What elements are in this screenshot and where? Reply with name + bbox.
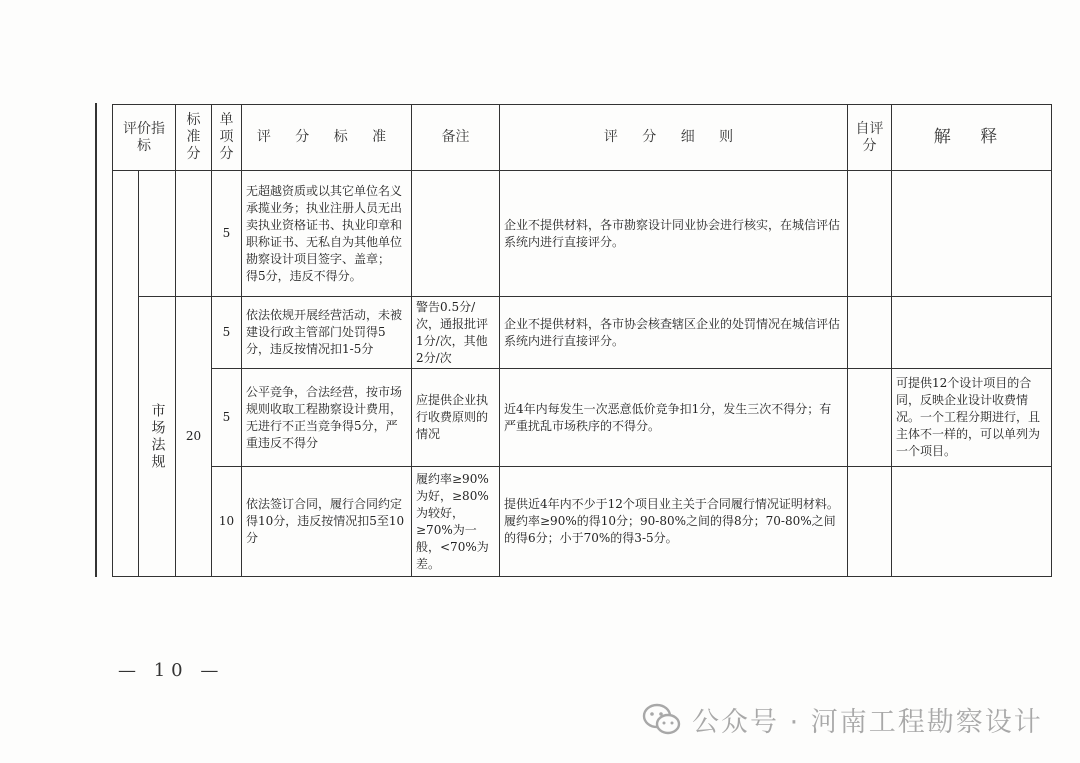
outer-spacer-cell [113,171,139,577]
explanation-text [892,297,1052,369]
spacer-cell [139,171,176,297]
spacer-cell [176,171,212,297]
header-remark: 备注 [412,105,500,171]
table-row [113,467,1052,577]
header-row [113,105,1052,171]
group-indicator: 市场法规 [139,297,176,577]
page-number: — 10 — [118,660,225,681]
rules-text: 企业不提供材料，各市勘察设计同业协会进行核实，在城信评估系统内进行直接评分。 [500,171,848,297]
table-row [113,171,1052,297]
watermark-text: 公众号 · 河南工程勘察设计 [692,707,1043,738]
remark-text: 警告0.5分/次，通报批评1分/次，其他2分/次 [412,297,500,369]
header-self-score: 自评分 [848,105,892,171]
rules-text: 近4年内每发生一次恶意低价竞争扣1分，发生三次不得分；有严重扰乱市场秩序的不得分。 [500,369,848,467]
criteria-text: 依法签订合同，履行合同约定得10分，违反按情况扣5至10分 [242,467,412,577]
item-score: 5 [212,369,242,467]
header-explanation: 解 释 [892,105,1052,171]
explanation-text: 可提供12个设计项目的合同，反映企业设计收费情况。一个工程分期进行，且主体不一样的，可以单列为一个项目。 [892,369,1052,467]
item-score: 5 [212,297,242,369]
header-item-score: 单项分 [212,105,242,171]
remark-text: 应提供企业执行收费原则的情况 [412,369,500,467]
watermark [642,700,1043,739]
table-row [113,369,1052,467]
criteria-text: 无超越资质或以其它单位名义承揽业务；执业注册人员无出卖执业资格证书、执业印章和职称证书、无私自为其他单位勘察设计项目签字、盖章； 得5分，违反不得分。 [242,171,412,297]
self-score-cell [848,171,892,297]
explanation-text [892,467,1052,577]
criteria-text: 依法依规开展经营活动，未被建设行政主管部门处罚得5分，违反按情况扣1-5分 [242,297,412,369]
header-indicator: 评价指标 [113,105,176,171]
self-score-cell [848,369,892,467]
wechat-icon [642,703,682,737]
item-score: 10 [212,467,242,577]
group-standard-score: 20 [176,297,212,577]
item-score: 5 [212,171,242,297]
rules-text: 企业不提供材料，各市协会核查辖区企业的处罚情况在城信评估系统内进行直接评分。 [500,297,848,369]
self-score-cell [848,297,892,369]
explanation-text [892,171,1052,297]
header-criteria: 评 分 标 准 [242,105,412,171]
scoring-table [112,104,1052,577]
header-rules: 评 分 细 则 [500,105,848,171]
remark-text: 履约率≥90%为好，≥80%为较好，≥70%为一般，<70%为差。 [412,467,500,577]
remark-text [412,171,500,297]
self-score-cell [848,467,892,577]
header-standard-score: 标准分 [176,105,212,171]
table-row [113,297,1052,369]
criteria-text: 公平竞争，合法经营，按市场规则收取工程勘察设计费用，无进行不正当竞争得5分，严重违反不得分 [242,369,412,467]
rules-text: 提供近4年内不少于12个项目业主关于合同履行情况证明材料。履约率≥90%的得10分；90-80%之间的得8分；70-80%之间的得6分；小于70%的得3-5分。 [500,467,848,577]
